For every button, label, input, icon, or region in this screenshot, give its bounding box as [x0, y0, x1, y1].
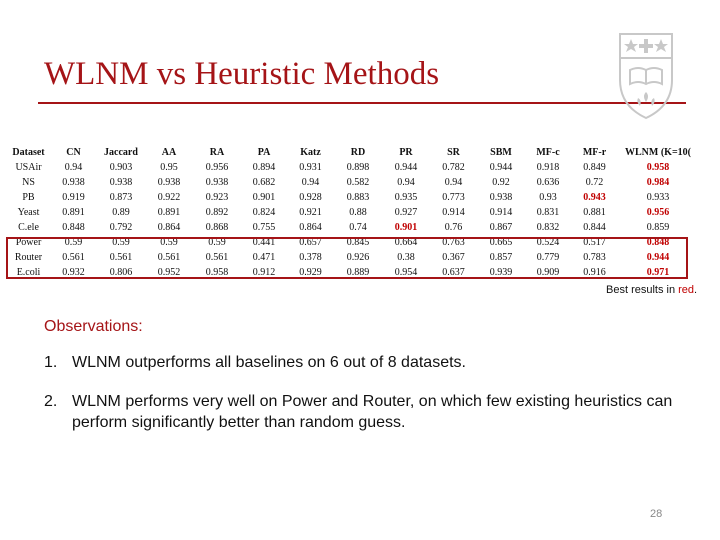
score-cell: 0.892: [205, 207, 229, 218]
score-cell: 0.933: [646, 192, 670, 203]
score-cell: 0.929: [299, 267, 322, 278]
score-cell: 0.935: [394, 192, 418, 203]
score-cell: 0.912: [252, 267, 276, 278]
column-header: PR: [399, 147, 413, 158]
score-cell: 0.932: [62, 267, 85, 278]
score-cell: 0.881: [583, 207, 606, 218]
score-cell: 0.845: [346, 237, 370, 248]
column-header: RA: [209, 147, 225, 158]
score-cell: 0.883: [346, 192, 370, 203]
score-cell: 0.92: [492, 177, 510, 188]
score-cell: 0.755: [252, 222, 276, 233]
score-cell: 0.857: [489, 252, 513, 263]
score-cell: 0.844: [583, 222, 606, 233]
score-cell: 0.894: [252, 162, 276, 173]
score-cell: 0.926: [346, 252, 370, 263]
score-cell: 0.682: [252, 177, 276, 188]
column-header: SR: [447, 147, 460, 158]
score-cell: 0.864: [299, 222, 322, 233]
best-results-note-prefix: Best results in: [606, 284, 679, 296]
observation-item: [44, 352, 674, 373]
score-cell: 0.763: [442, 237, 465, 248]
column-header: PA: [257, 147, 271, 158]
score-cell: 0.914: [489, 207, 513, 218]
dataset-cell: Yeast: [17, 207, 40, 218]
column-header: CN: [66, 147, 81, 158]
score-cell: 0.72: [585, 177, 604, 188]
score-cell: 0.849: [583, 162, 606, 173]
score-cell: 0.637: [442, 267, 465, 278]
score-cell: 0.561: [205, 252, 229, 263]
score-cell: 0.792: [109, 222, 133, 233]
best-results-note-suffix: .: [694, 284, 698, 296]
score-cell: 0.89: [112, 207, 130, 218]
score-cell: 0.938: [157, 177, 181, 188]
score-cell: 0.94: [444, 177, 463, 188]
score-cell: 0.848: [62, 222, 85, 233]
dataset-cell: PB: [22, 192, 35, 203]
score-cell: 0.938: [109, 177, 133, 188]
university-crest-icon: [614, 30, 678, 122]
table-header-row: [7, 145, 698, 160]
score-cell: 0.971: [646, 267, 670, 278]
slide-title: WLNM vs Heuristic Methods: [44, 56, 440, 92]
score-cell: 0.921: [299, 207, 322, 218]
score-cell: 0.956: [205, 162, 229, 173]
score-cell: 0.939: [489, 267, 513, 278]
score-cell: 0.984: [646, 177, 670, 188]
score-cell: 0.831: [536, 207, 560, 218]
score-cell: 0.38: [397, 252, 415, 263]
score-cell: 0.944: [394, 162, 418, 173]
column-header: SBM: [490, 147, 512, 158]
score-cell: 0.561: [157, 252, 181, 263]
score-cell: 0.927: [394, 207, 418, 218]
score-cell: 0.59: [64, 237, 83, 248]
column-header: Jaccard: [104, 147, 138, 158]
score-cell: 0.938: [489, 192, 513, 203]
column-header: AA: [161, 147, 177, 158]
score-cell: 0.782: [442, 162, 465, 173]
observation-number: 1.: [44, 354, 58, 371]
score-cell: 0.367: [442, 252, 465, 263]
column-header: RD: [350, 147, 366, 158]
score-cell: 0.59: [208, 237, 226, 248]
score-cell: 0.928: [299, 192, 322, 203]
score-cell: 0.94: [301, 177, 320, 188]
score-cell: 0.958: [205, 267, 229, 278]
score-cell: 0.471: [252, 252, 276, 263]
score-cell: 0.864: [157, 222, 181, 233]
dataset-cell: E.coli: [16, 267, 41, 278]
score-cell: 0.938: [205, 177, 229, 188]
column-header: MF-r: [582, 147, 607, 158]
score-cell: 0.636: [536, 177, 560, 188]
table-row: [7, 160, 698, 175]
score-cell: 0.93: [539, 192, 557, 203]
title-underline: [38, 102, 686, 104]
score-cell: 0.916: [583, 267, 606, 278]
score-cell: 0.873: [109, 192, 133, 203]
score-cell: 0.95: [160, 162, 178, 173]
score-cell: 0.848: [646, 237, 670, 248]
score-cell: 0.958: [646, 162, 670, 173]
score-cell: 0.59: [160, 237, 178, 248]
score-cell: 0.952: [157, 267, 181, 278]
observations-list: [44, 352, 674, 451]
score-cell: 0.783: [583, 252, 606, 263]
score-cell: 0.903: [109, 162, 133, 173]
table-row: [7, 190, 698, 205]
score-cell: 0.923: [205, 192, 229, 203]
best-results-note: [606, 284, 697, 296]
dataset-cell: C.ele: [18, 222, 39, 233]
dataset-cell: Router: [14, 252, 43, 263]
score-cell: 0.891: [157, 207, 181, 218]
score-cell: 0.806: [109, 267, 133, 278]
score-cell: 0.901: [252, 192, 276, 203]
score-cell: 0.517: [583, 237, 606, 248]
score-cell: 0.954: [394, 267, 418, 278]
score-cell: 0.378: [299, 252, 322, 263]
power-router-highlight-box: [6, 237, 688, 279]
score-cell: 0.88: [349, 207, 367, 218]
column-header: Katz: [300, 147, 321, 158]
score-cell: 0.824: [252, 207, 276, 218]
score-cell: 0.938: [62, 177, 85, 188]
score-cell: 0.657: [299, 237, 322, 248]
score-cell: 0.898: [346, 162, 370, 173]
score-cell: 0.867: [489, 222, 513, 233]
score-cell: 0.901: [394, 222, 418, 233]
observation-item: [44, 391, 674, 433]
observation-number: 2.: [44, 393, 58, 410]
score-cell: 0.909: [536, 267, 560, 278]
score-cell: 0.889: [346, 267, 370, 278]
score-cell: 0.561: [62, 252, 85, 263]
score-cell: 0.859: [646, 222, 670, 233]
score-cell: 0.524: [536, 237, 560, 248]
observation-text: WLNM outperforms all baselines on 6 out of 8 datasets.: [72, 354, 466, 371]
dataset-cell: Power: [15, 237, 42, 248]
best-results-note-red: red: [678, 284, 695, 296]
score-cell: 0.868: [205, 222, 229, 233]
score-cell: 0.441: [252, 237, 276, 248]
score-cell: 0.773: [442, 192, 465, 203]
score-cell: 0.944: [489, 162, 513, 173]
score-cell: 0.914: [442, 207, 465, 218]
score-cell: 0.832: [536, 222, 560, 233]
column-header: WLNM (K=10(: [625, 147, 691, 158]
score-cell: 0.891: [62, 207, 85, 218]
score-cell: 0.944: [646, 252, 670, 263]
page-number: 28: [650, 508, 663, 520]
score-cell: 0.664: [394, 237, 418, 248]
score-cell: 0.922: [157, 192, 181, 203]
score-cell: 0.919: [62, 192, 85, 203]
score-cell: 0.956: [646, 207, 670, 218]
score-cell: 0.94: [64, 162, 83, 173]
table-row: [7, 220, 698, 235]
score-cell: 0.931: [299, 162, 322, 173]
score-cell: 0.74: [349, 222, 367, 233]
dataset-cell: USAir: [15, 162, 42, 173]
score-cell: 0.582: [346, 177, 370, 188]
score-cell: 0.561: [109, 252, 133, 263]
score-cell: 0.665: [489, 237, 513, 248]
column-header: Dataset: [12, 147, 45, 158]
observations-heading: Observations:: [44, 318, 143, 335]
table-row: [7, 205, 698, 220]
score-cell: 0.76: [444, 222, 463, 233]
dataset-cell: NS: [22, 177, 35, 188]
score-cell: 0.94: [397, 177, 415, 188]
score-cell: 0.918: [536, 162, 560, 173]
score-cell: 0.59: [112, 237, 130, 248]
observation-text: WLNM performs very well on Power and Router, on which few existing heuristics can perform significantly better than random guess.: [72, 393, 673, 431]
column-header: MF-c: [536, 147, 560, 158]
score-cell: 0.779: [536, 252, 560, 263]
score-cell: 0.943: [583, 192, 606, 203]
table-row: [7, 175, 698, 190]
